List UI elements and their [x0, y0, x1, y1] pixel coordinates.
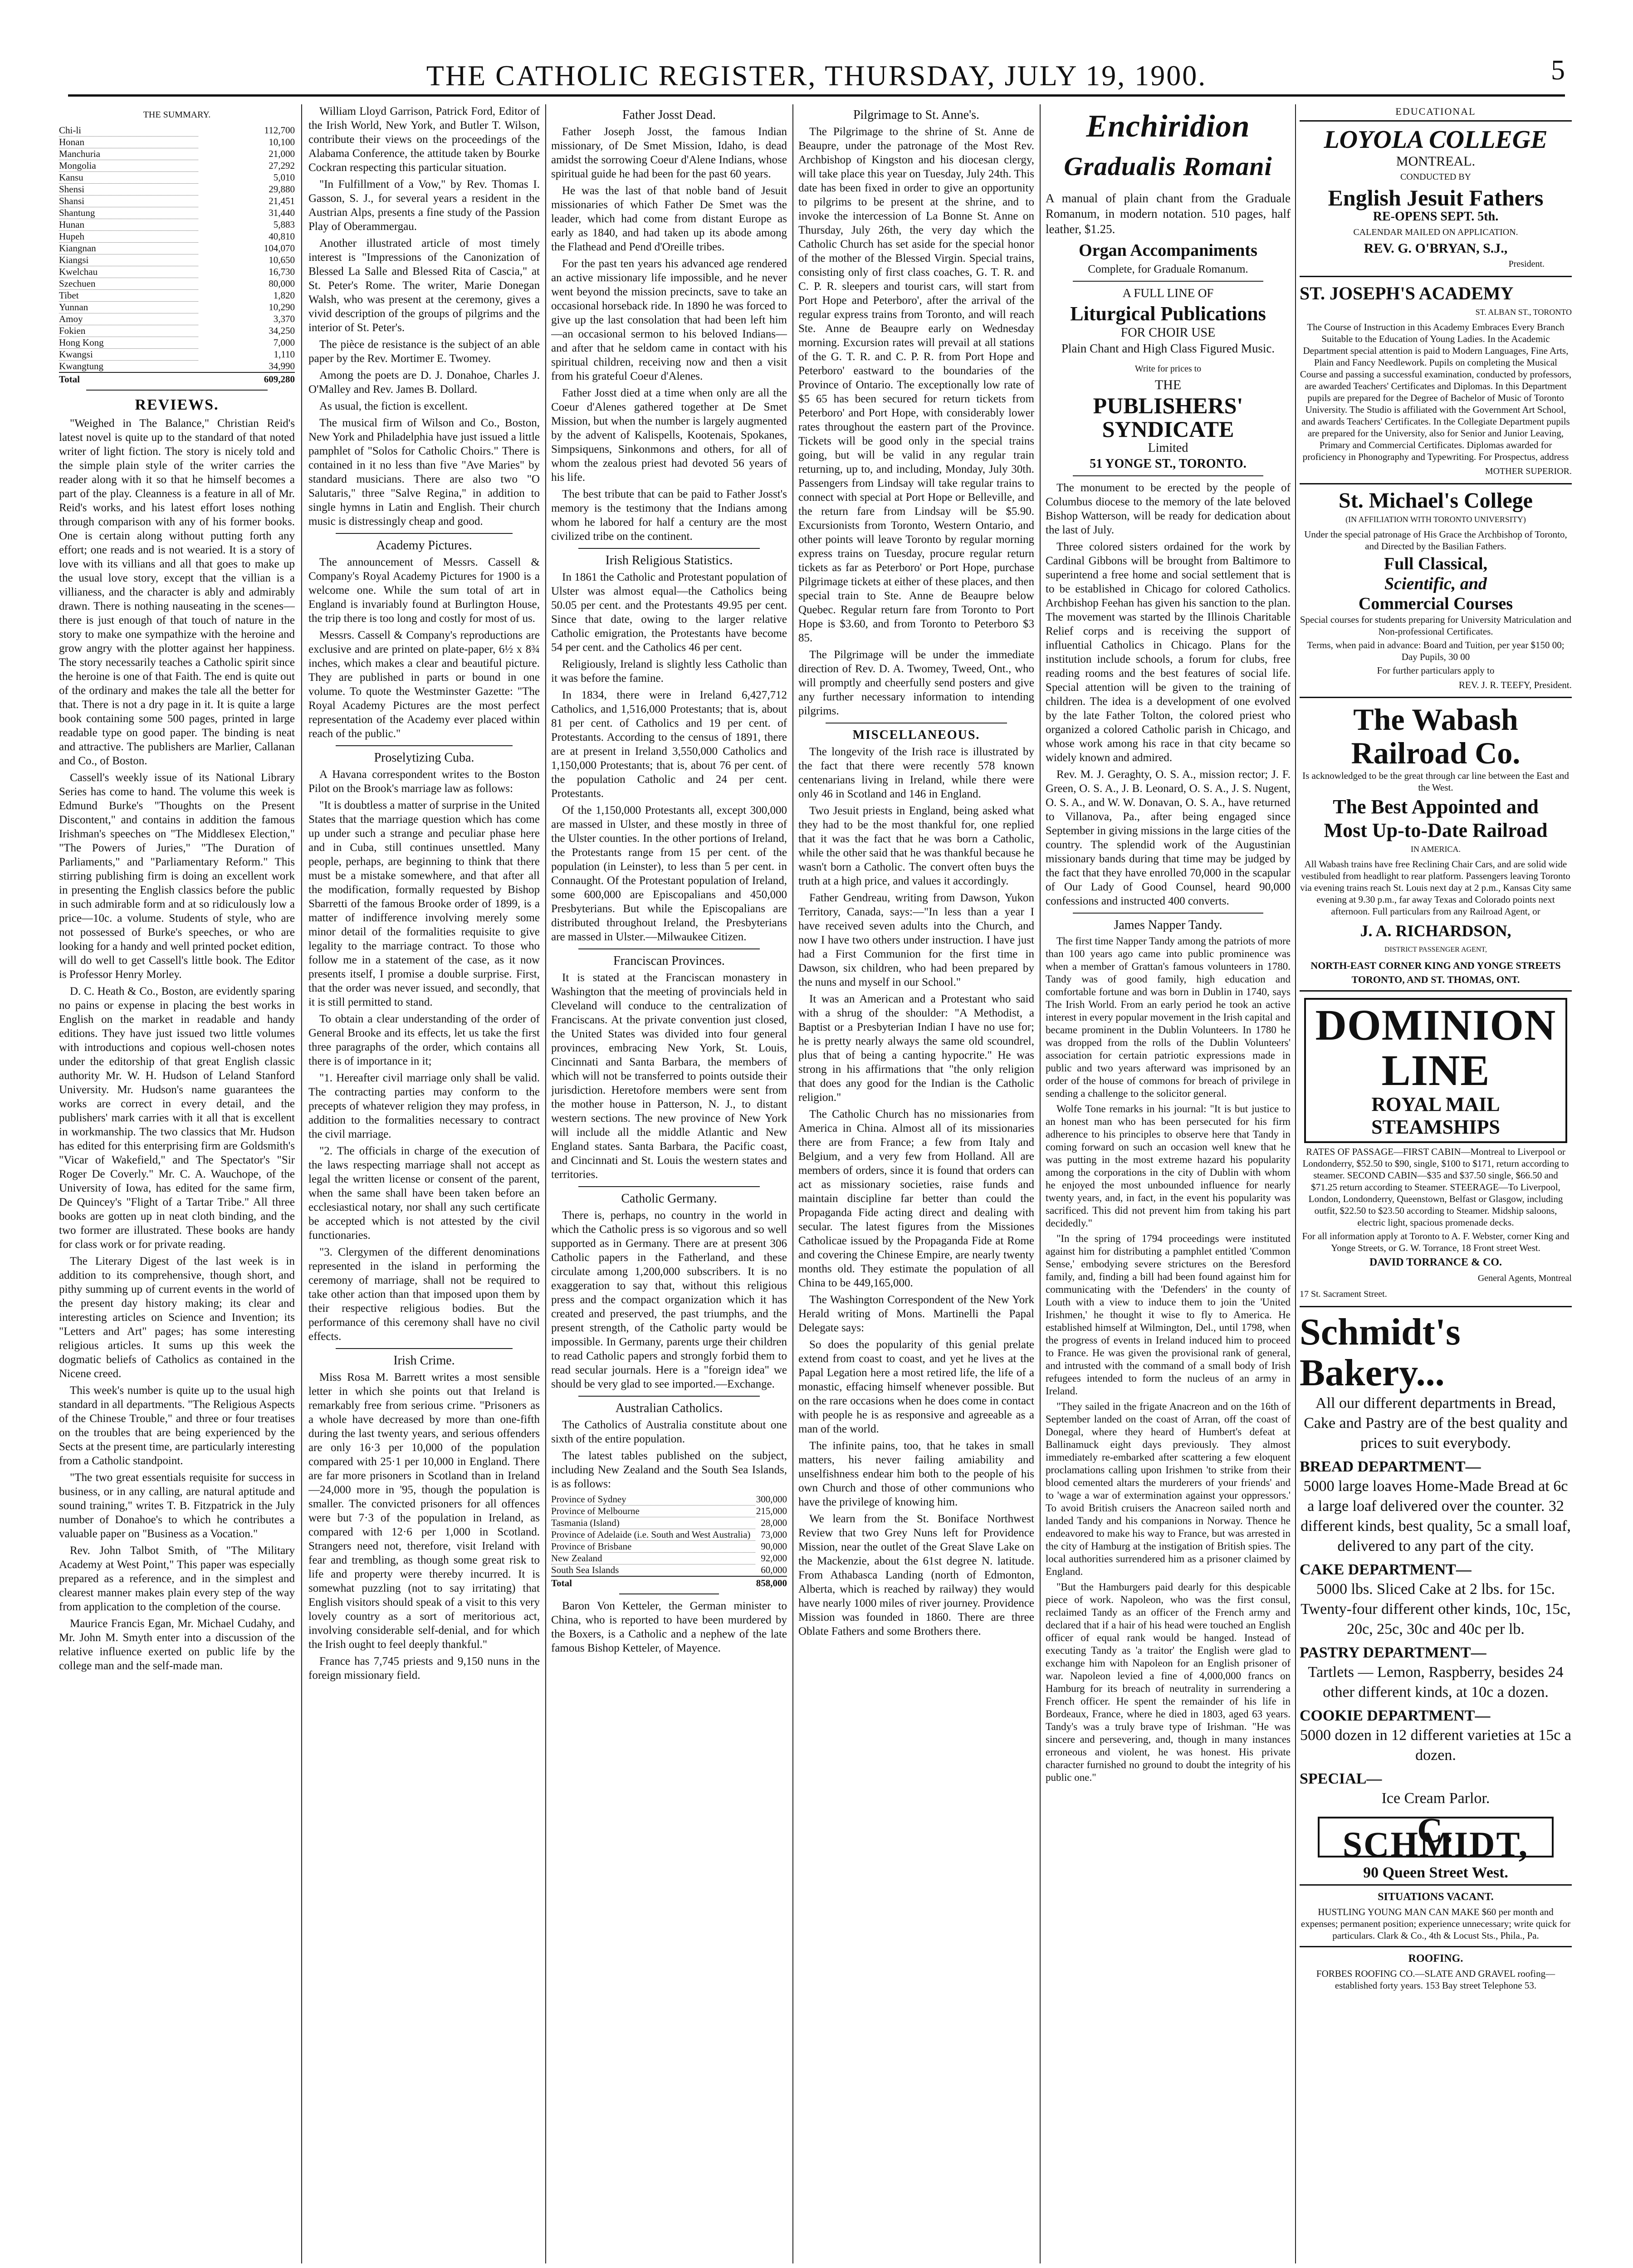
article-paragraph: He was the last of that noble band of Jesuit missionaries of which Father De Smet was the leader, which had come from distant Europe as early as 1840, and had taken up its abode among the Flathead and Pend d'Oreille tribes. — [551, 185, 787, 253]
column-5 — [1046, 104, 1291, 2268]
limited-label: Limited — [1148, 441, 1188, 455]
summary-row — [59, 325, 295, 337]
district-agent: DISTRICT PASSENGER AGENT, — [1384, 946, 1487, 953]
summary-row-value: 10,290 — [269, 302, 295, 313]
bread-body: 5000 large loaves Home-Made Bread at 6c a large loaf delivered over the counter. 32 different kinds, best quality, 5c a small loaf, delivered to any part of the city. — [1301, 1478, 1571, 1554]
roofing-ad — [1300, 1946, 1572, 1991]
bakery-body: All our different departments in Bread, Cake and Pastry are of the best quality and prices to suit everybody. — [1304, 1395, 1568, 1452]
full-classical: Full Classical, — [1384, 554, 1488, 573]
article-paragraph: The Pilgrimage to the shrine of St. Anne de Beaupre, under the patronage of the Most Rev. Archbishop of Kingston and his diocesan clergy, will take place this year on Tuesday, July 24th. This date has been fixed in order to give an opportunity to pilgrims to be present at the shrine, and to invoke the intercession of La Bonne St. Anne on Thursday, July 26th, the very day which the Catholic Church has set aside for the special honor of the mother of the Blessed Virgin. Special trains, consisting only of first class coaches, G. T. R. and C. P. R. sleepers and tourist cars, will start from Port Hope and Peterboro', after the arrival of the regular express trains from Toronto, and will reach Ste. Anne de Beaupre early on Wednesday morning. Excursion rates will prevail at all stations of the G. T. R. and C. P. R. from Port Hope and Peterboro' eastward to the boundaries of the Province of Ontario. The exceptionally low rate of $5 65 has been secured for return tickets from Peterboro' and Port Hope, with considerably lower rates throughout the eastern part of the Province. Tickets will be good only in the special trains going, but will be valid in any regular train returning, up to, and including, Monday, July 30th. Passengers from Lindsay will take regular trains to connect with special at Port Hope or Belleville, and the return fare from Lindsay will be $5.90. Excursionists from Toronto, Western Ontario, and other points will leave Toronto by regular morning express trains on Tuesday, procure regular return tickets as far as Peterboro' or Port Hope, purchase Pilgrimage tickets at either of these places, and then special train to Ste. Anne de Beaupre below Quebec. Regular return fare from Toronto to Port Hope is $3.60, and from Toronto to Peterboro $3 85. — [798, 126, 1034, 644]
summary-row-value: 112,700 — [264, 125, 295, 136]
obryan-title: President. — [1508, 259, 1545, 269]
summary-row-label: Kwelchau — [59, 266, 198, 278]
franciscan-heading: Franciscan Provinces. — [613, 954, 725, 968]
pilgrimage-heading: Pilgrimage to St. Anne's. — [853, 108, 980, 122]
article-paragraph: Of the 1,150,000 Protestants all, except 300,000 are massed in Ulster, and these mostly in three of the Ulster counties. In the other portions of Ireland, the Protestants range from 15 per cent. of the population (in Leinster), to less than 5 per cent. in Connaught. Of the Protestant population of Ireland, some 600,000 are Episcopalians and 450,000 Presbyterians. But while the Episcopalians are distributed throughout Ireland, the Presbyterians are massed in Ulster.—Milwaukee Citizen. — [551, 804, 787, 943]
stjoseph-contact: MOTHER SUPERIOR. — [1485, 466, 1572, 476]
stjoseph-address: ST. ALBAN ST., TORONTO — [1475, 308, 1572, 317]
reviews-continued — [308, 104, 540, 528]
loyola-ad — [1300, 104, 1572, 271]
summary-row-value: 27,292 — [269, 160, 295, 171]
summary-row-label: Kiangsi — [59, 254, 198, 266]
divider — [619, 1593, 719, 1594]
stmichael-affiliation: (IN AFFILIATION WITH TORONTO UNIVERSITY) — [1345, 515, 1526, 524]
summary-row-label: Yunnan — [59, 302, 198, 313]
royal-mail: ROYAL MAIL — [1371, 1093, 1500, 1115]
article-paragraph: A Havana correspondent writes to the Boston Pilot on the Brook's marriage law as follows: — [308, 768, 540, 795]
newspaper-title: THE CATHOLIC REGISTER, THURSDAY, JULY 19, 1900. — [426, 59, 1207, 92]
conducted-by: CONDUCTED BY — [1400, 172, 1472, 182]
summary-row-label: Shensi — [59, 184, 198, 196]
summary-row-label: Chi-li — [59, 125, 198, 137]
summary-total-value: 609,280 — [198, 372, 295, 385]
misc-article — [798, 745, 1034, 1638]
enchiridion-title: Enchiridion — [1086, 109, 1250, 144]
dominion-title: DOMINION LINE — [1315, 1001, 1556, 1095]
enchiridion-ad — [1046, 109, 1291, 471]
divider — [1300, 120, 1572, 122]
australia-row-label: Province of Adelaide (i.e. South and West Australia) — [551, 1529, 755, 1541]
richardson-name: J. A. RICHARDSON, — [1360, 922, 1511, 940]
article-paragraph: So does the popularity of this genial prelate extend from coast to coast, and yet he lives at the Papal Legation here a most retired life, the life of a monastic, effacing himself whenever possible. But on the rare occasions when he does come in contact with people he is as responsive and agreeable as a man of the world. — [798, 1339, 1034, 1435]
obryan-name: REV. G. O'BRYAN, S.J., — [1364, 241, 1508, 256]
the-label: THE — [1154, 377, 1182, 392]
commercial-courses: Commercial Courses — [1358, 594, 1513, 613]
germany-article — [551, 1208, 787, 1391]
roofing-body: FORBES ROOFING CO.—SLATE AND GRAVEL roofing—established forty years. 153 Bay street Telephone 53. — [1316, 1968, 1555, 1991]
article-paragraph: Two Jesuit priests in England, being asked what they had to be the most thankful for, one replied that it was the fact that he was born a Catholic, while the other said that he was thankful because he wasn't born a Catholic. The convert often buys the truth at a high price, and values it accordingly. — [798, 805, 1034, 887]
divider — [336, 745, 513, 746]
australia-total-value: 858,000 — [755, 1576, 787, 1589]
australia-row-value: 28,000 — [761, 1517, 787, 1528]
roofing-heading: ROOFING. — [1408, 1953, 1463, 1965]
summary-row-value: 80,000 — [269, 278, 295, 289]
page-number: 5 — [1551, 55, 1565, 86]
summary-row-label: Mongolia — [59, 160, 198, 172]
torrance-name: DAVID TORRANCE & CO. — [1369, 1256, 1502, 1268]
summary-row — [59, 160, 295, 172]
in-america: IN AMERICA. — [1410, 845, 1461, 854]
article-paragraph: The monument to be erected by the people of Columbus diocese to the memory of the late beloved Bishop Watterson, will be ready for dedication about the last of July. — [1046, 482, 1291, 536]
dominion-logo — [1304, 998, 1567, 1143]
article-paragraph: Religiously, Ireland is slightly less Catholic than it was before the famine. — [551, 658, 787, 684]
summary-row — [59, 302, 295, 313]
column-divider — [1295, 104, 1296, 2263]
summary-row-label: Hunan — [59, 219, 198, 231]
australia-total-label: Total — [551, 1576, 755, 1589]
summary-row — [59, 125, 295, 137]
wabash-body: All Wabash trains have free Reclining Chair Cars, and are solid wide vestibuled from headlight to rear platform. Passengers leaving Toronto via evening trains reach St. Louis next day at 2 p.m., Kansas City same evening at 9.30 p.m., far away Texas and Colorado points next afternoon. Full particulars from any Railroad Agent, or — [1300, 859, 1571, 917]
reopens-date: RE-OPENS SEPT. 5th. — [1373, 210, 1499, 224]
australia-total-row — [551, 1576, 787, 1589]
full-line: A FULL LINE OF — [1122, 286, 1214, 300]
summary-row — [59, 219, 295, 231]
australia-row — [551, 1564, 787, 1577]
pastry-body: Tartlets — Lemon, Raspberry, besides 24 other different kinds, at 10c a dozen. — [1308, 1664, 1564, 1701]
summary-row-value: 31,440 — [269, 207, 295, 218]
review-paragraph: This week's number is quite up to the usual high standard in all departments. "The Religious Aspects of the Chinese Trouble," and three or four treatises on the troubles that are being experienced by the Sects at the present time, are particularly interesting from a Catholic standpoint. — [59, 1384, 295, 1467]
article-paragraph: The Catholic Church has no missionaries from America in China. Almost all of its missionaries there are from France; a few from Italy and Belgium, and a very few from Holland. All are members of orders, since it is found that orders can act as missionary societies, raise funds and maintain discipline far better than could the Propaganda Fide acting direct and dealing with secular. The latest figures from the Missiones Catholicae issued by the Propaganda Fide at Rome and covering the Chinese Empire, are nearly twenty months old. They estimate the population of all China to be 449,165,000. — [798, 1108, 1034, 1289]
summary-row-value: 34,990 — [269, 360, 295, 371]
summary-row-label: Fokien — [59, 325, 198, 337]
stmichael-ad — [1300, 483, 1572, 692]
bakery-title: Bakery... — [1300, 1352, 1445, 1394]
australia-row-label: Province of Brisbane — [551, 1541, 755, 1553]
teefy: REV. J. R. TEEFY, President. — [1458, 679, 1572, 690]
reviews-heading: REVIEWS. — [135, 396, 219, 413]
article-paragraph: Father Josst died at a time when only are all the Coeur d'Alenes gathered together at De Smet Mission, but when the number is largely augmented by the advent of Kalispells, Kootenais, Spokanes, Simpsiquens, Sinkonmons and others, for all of whom the zealous priest had devoted 56 years of his life. — [551, 387, 787, 484]
dominion-info: For all information apply at Toronto to A. F. Webster, corner King and Yonge Streets, or G. W. Torrance, 18 Front street West. — [1302, 1231, 1569, 1253]
divider — [86, 390, 268, 391]
summary-row-value: 16,730 — [269, 266, 295, 277]
summary-row-label: Tibet — [59, 290, 198, 302]
article-paragraph: Rev. M. J. Geraghty, O. S. A., mission rector; J. F. Green, O. S. A., J. B. Leonard, O. S. A., J. S. Nugent, O. S. A., and W. W. Donavan, O. S. A., have returned to Villanova, Pa., after being engaged since September in giving missions in the large cities of the country. The splendid work of the Augustinian missionary bands during that time may be judged by the fact that they have enrolled 70,000 in the scapular of Our Lady of Good Counsel, heard 90,000 confessions and instructed 400 converts. — [1046, 768, 1291, 907]
review-paragraph: D. C. Heath & Co., Boston, are evidently sparing no pains or expense in placing the best works in English on the market in readable and handy editions. They have just issued two little volumes with introductions and copious well-chosen notes under the editorship of that great English classic authority Mr. W. H. Hudson of Leland Stanford University. Mr. Hudson's name guarantees the works are correct in every detail, and the publishers' mark carries with it all that is excellent in workmanship. The two classics that Mr. Hudson has edited for this enterprising firm are Goldsmith's "Vicar of Wakefield," and The Spectator's "Sir Roger De Coverly." Mr. C. A. Wauchope, of the University of Iowa, has edited for the same firm, De Quincey's "Flight of a Tartar Tribe." All three books are gotten up in neat cloth binding, and the two former are illustrated. These books are handy for class work or for private reading. — [59, 985, 295, 1251]
situations-body: HUSTLING YOUNG MAN CAN MAKE $60 per month and expenses; permanent position; experience unnecessary; write quick for particulars. Clark & Co., 4th & Locust Sts., Phila., Pa. — [1301, 1906, 1571, 1941]
schmidt-address: 90 Queen Street West. — [1363, 1864, 1508, 1881]
summary-row — [59, 278, 295, 290]
summary-row-label: Honan — [59, 137, 198, 148]
summary-row — [59, 196, 295, 207]
stats-heading: Irish Religious Statistics. — [605, 553, 733, 567]
ketteler-note: Baron Von Ketteler, the German minister to China, who is reported to have been murdered by the Boxers, is a Catholic and a nephew of the late famous Bishop Ketteler, of Mayence. — [551, 1600, 787, 1654]
australia-row — [551, 1553, 787, 1564]
summary-row — [59, 361, 295, 373]
summary-row-value: 10,650 — [269, 254, 295, 265]
steamships: STEAMSHIPS — [1371, 1116, 1500, 1138]
cuba-heading: Proselytizing Cuba. — [374, 751, 474, 765]
academy-heading: Academy Pictures. — [376, 538, 472, 552]
australia-row-value: 92,000 — [761, 1553, 787, 1564]
australia-row — [551, 1517, 787, 1529]
summary-row-value: 21,000 — [269, 148, 295, 159]
masthead — [68, 54, 1565, 98]
wabash-title-2: Railroad Co. — [1351, 736, 1521, 770]
syndicate-name: PUBLISHERS' SYNDICATE — [1093, 393, 1243, 442]
crime-article — [308, 1370, 540, 1682]
calendar-note: CALENDAR MAILED ON APPLICATION. — [1353, 227, 1518, 237]
stjoseph-body: The Course of Instruction in this Academy Embraces Every Branch Suitable to the Education of Young Ladies. In the Academic Department special attention is paid to Modern Languages, Fine Arts, Plain and Fancy Needlework. Pupils on completing the Musical Course and passing a successful examination, conducted by professors, are awarded Teachers' Certificates and Diplomas. In this Department pupils are prepared for the Degree of Bachelor of Music of Toronto University. The Studio is affiliated with the Government Art School, and awards Teachers' Certificates. In the Collegiate Department pupils are prepared for the University, also for Senior and Junior Leaving, Primary and Commercial Certificates. Diplomas awarded for proficiency in Phonography and Typewriting. For Prospectus, address — [1300, 322, 1572, 462]
enchiridion-desc: A manual of plain chant from the Graduale Romanum, in modern notation. 510 pages, half leather, $1.25. — [1046, 191, 1291, 236]
schmidts-title: Schmidt's — [1300, 1311, 1461, 1353]
divider — [578, 1396, 760, 1397]
news-items — [1046, 481, 1291, 908]
cuba-article — [308, 767, 540, 1344]
column-divider — [792, 104, 793, 2263]
article-paragraph: Messrs. Cassell & Company's reproductions are exclusive and are printed on plate-paper, 6½ x 8¾ inches, which makes a clear and beautiful picture. They are published in parts or bound in one volume. To quote the Westminster Gazette: "The Royal Academy Pictures are the most perfect representation of the Academy ever placed within reach of the public." — [308, 629, 540, 740]
summary-row-label: Amoy — [59, 313, 198, 325]
best-appointed: The Best Appointed and — [1333, 796, 1539, 818]
divider — [336, 1348, 513, 1349]
australia-row-label: Province of Melbourne — [551, 1505, 755, 1517]
summary-row-label: Hupeh — [59, 231, 198, 243]
divider — [578, 948, 760, 949]
stjoseph-title: ST. JOSEPH'S ACADEMY — [1300, 283, 1514, 303]
cake-heading: CAKE DEPARTMENT— — [1300, 1561, 1472, 1578]
column-6 — [1300, 104, 1572, 2268]
review-paragraph: The pièce de resistance is the subject of an able paper by the Rev. Mortimer E. Twomey. — [308, 338, 540, 365]
summary-row-value: 29,880 — [269, 184, 295, 195]
syndicate-address: 51 YONGE ST., TORONTO. — [1090, 457, 1247, 471]
cookie-heading: COOKIE DEPARTMENT— — [1300, 1707, 1491, 1724]
summary-row — [59, 184, 295, 196]
review-paragraph: As usual, the fiction is excellent. — [319, 400, 468, 412]
particulars: For further particulars apply to — [1377, 665, 1495, 676]
review-paragraph: "The two great essentials requisite for success in business, or in any calling, are natural aptitude and sound training," writes T. B. Fitzpatrick in the July number of Donahoe's to which he contributes a valuable paper on "Business as a Vocation." — [59, 1471, 295, 1540]
article-paragraph: "2. The officials in charge of the execution of the laws respecting marriage shall not accept as legal the written license or consent of the parent, when the same shall have been taken before an ecclesiastical notary, nor shall any such certificate be accepted which is not attested by the civil functionaries. — [308, 1145, 540, 1242]
special-body: Ice Cream Parlor. — [1381, 1790, 1490, 1807]
review-paragraph: The Literary Digest of the last week is in addition to its comprehensive, though short, and pithy summing up of current events in the world of the present day history making; its clear and interesting articles on Science and Invention; its "Letters and Art" pages; has some interesting religious articles. It sums up this week the dogmatic beliefs of Catholics as contained in the Nicene creed. — [59, 1255, 295, 1380]
wabash-title: The Wabash — [1353, 702, 1518, 737]
article-paragraph: Father Gendreau, writing from Dawson, Yukon Territory, Canada, says:—"In less than a year I have received seven adults into the Church, and now I have two others under instruction. I have just had a First Communion for the first time in Dawson, six children, who had been prepared by the nuns and myself in our School." — [798, 892, 1034, 988]
tandy-heading: James Napper Tandy. — [1114, 918, 1222, 932]
review-paragraph: Cassell's weekly issue of its National Library Series has come to hand. The volume this week is Edmund Burke's "Thoughts on the Present Discontent," and contains in addition the famous Irishman's speeches on "The Middlesex Election," "The Powers of Juries," "The Duration of Parliaments," and "Parliamentary Reform." This stirring publishing firm is doing an excellent work in presenting the English classics before the public in such admirable form and at so ridiculously low a price—10c. a volume. Students of style, who are not possessed of Burke's speeches, or who are looking for a handy and well printed pocket edition, will do well to get Cassell's little book. The Editor is Professor Henry Morley. — [59, 772, 295, 981]
most-up-to-date: Most Up-to-Date Railroad — [1324, 819, 1548, 841]
josst-heading: Father Josst Dead. — [622, 108, 716, 122]
australia-row-label: Province of Sydney — [551, 1494, 755, 1505]
article-paragraph: Wolfe Tone remarks in his journal: "It is but justice to an honest man who has been persecuted for his firm adherence to his principles to observe here that Tandy in coming forward on such an occasion well knew that he was putting in the most extreme hazard his popularity among the corporations in the city of Dublin with whom he enjoyed the most unbounded influence for nearly twenty years, and, in fact, in the event his popularity was sacrificed. This did not prevent him from taking his part decidedly." — [1046, 1103, 1291, 1229]
pastry-heading: PASTRY DEPARTMENT— — [1300, 1644, 1486, 1661]
divider — [578, 548, 760, 549]
article-paragraph: "But the Hamburgers paid dearly for this despicable piece of work. Napoleon, who was the first consul, reclaimed Tandy as an officer of the French army and declared that if a hair of his head were touched an English officer of equal rank would be hanged. Instead of executing Tandy as 'a traitor' the English were glad to exchange him with Napoleon for an English prisoner of war. Napoleon levied a fine of 4,000,000 francs on Hamburg for its breach of neutrality in surrendering a French officer. He spent the remainder of his life in Bordeaux, France, where he died in 1803, aged 63 years. Tandy's was a truly brave type of Irishman. "He was sincere and persevering, and, though in many instances erroneous and violent, he was honest. His private character furnished no ground to doubt the integrity of his public one." — [1046, 1581, 1291, 1783]
franciscan-article — [551, 971, 787, 1182]
loyola-title: LOYOLA COLLEGE — [1324, 126, 1548, 154]
stjoseph-ad — [1300, 276, 1572, 479]
article-paragraph: It was an American and a Protestant who said with a shrug of the shoulder: "A Methodist, a Baptist or a Presbyterian Indian I have no use for; he is pretty nearly always the same old scoundrel, plus that of being a canting hypocrite." He was strong in his affirmations that "the only religion that does any good for the Indian is the Catholic religion." — [798, 993, 1034, 1104]
australia-row — [551, 1494, 787, 1505]
australia-heading: Australian Catholics. — [615, 1401, 723, 1415]
article-paragraph: Father Joseph Josst, the famous Indian missionary, of De Smet Mission, Idaho, is dead amidst the sorrowing Coeur d'Alene Indians, whose spiritual guide he had been for the past 60 years. — [551, 126, 787, 180]
article-paragraph: The Catholics of Australia constitute about one sixth of the entire population. — [551, 1419, 787, 1445]
liturgical-heading: Liturgical Publications — [1070, 303, 1266, 325]
general-agents: General Agents, Montreal — [1477, 1273, 1572, 1283]
summary-row-label: Hong Kong — [59, 337, 198, 349]
gradualis-title: Gradualis Romani — [1064, 152, 1272, 181]
summary-row-label: Kansu — [59, 172, 198, 184]
article-paragraph: "1. Hereafter civil marriage only shall be valid. The contracting parties may conform to the precepts of whatever religion they may profess, in addition to the formalities necessary to contract the civil marriage. — [308, 1072, 540, 1140]
article-paragraph: The announcement of Messrs. Cassell & Company's Royal Academy Pictures for 1900 is a welcome one. While the sum total of art in England is invariably found at Burlington House, the trip there is too long and costly for most of us. — [308, 556, 540, 625]
summary-row — [59, 313, 295, 325]
schmidt-ad — [1300, 1306, 1572, 1880]
article-paragraph: Three colored sisters ordained for the work by Cardinal Gibbons will be brought from Baltimore to superintend a free home and social settlement that is to be established in Chicago for colored Catholics. Archbishop Feehan has given his sanction to the plan. The movement was started by the Illinois Charitable Relief corps and is receiving the support of influential Catholics in Chicago. Plans for the institution include schools, a forum for clubs, free reading rooms and the best features of social life. Special attention will be given to the training of children. The idea is a development of one evolved by the late Father Tolton, the colored priest who organized a colored Catholic parish in Chicago, and whose work among his race in that city became so widely known and admired. — [1046, 541, 1291, 764]
article-paragraph: In 1834, there were in Ireland 6,427,712 Catholics, and 1,516,000 Protestants; that is, about 81 per cent. of Catholics and 19 per cent. of Protestants. According to the census of 1891, there are at present in Ireland 3,550,000 Catholics and 1,150,000 Protestants; that is, about 76 per cent. of the population Catholic and 24 per cent. Protestants. — [551, 689, 787, 800]
australia-article — [551, 1418, 787, 1491]
tandy-article — [1046, 935, 1291, 1784]
summary-row-value: 10,100 — [269, 137, 295, 147]
wabash-ad — [1300, 697, 1572, 987]
summary-row — [59, 172, 295, 184]
summary-row — [59, 137, 295, 148]
summary-row-value: 34,250 — [269, 325, 295, 336]
for-choir: FOR CHOIR USE — [1120, 326, 1216, 340]
wabash-sub: Is acknowledged to be the great through car line between the East and the West. — [1302, 770, 1569, 793]
summary-row — [59, 207, 295, 219]
australia-row-label: New Zealand — [551, 1553, 755, 1564]
summary-row-label: Kiangnan — [59, 243, 198, 254]
summary-row-value: 1,110 — [274, 349, 295, 360]
summary-row-label: Kwangtung — [59, 361, 198, 373]
divider — [336, 533, 513, 534]
australia-row-value: 73,000 — [761, 1529, 787, 1540]
stmichael-title: St. Michael's College — [1339, 489, 1533, 513]
review-paragraph: Another illustrated article of most timely interest is "Impressions of the Canonization of Blessed La Salle and Blessed Rita of Cascia," at St. Peter's Rome. The writer, Marie Donegan Walsh, who was present at the ceremony, gives a vivid description of the groups of pilgrims and the interior of St. Peter's. — [308, 237, 540, 334]
dominion-ad — [1300, 990, 1572, 1301]
article-paragraph: We learn from the St. Boniface Northwest Review that two Grey Nuns left for Providence Mission, near the outlet of the Great Slave Lake on the Mackenzie, about the 61st degree N. latitude. From Athabasca Landing (north of Edmonton, Alberta, which is reached by railway) they would have nearly 1000 miles of river journey. Providence Mission was founded in 1860. There are three Oblate Fathers and some Brothers there. — [798, 1513, 1034, 1637]
column-divider — [545, 104, 546, 2263]
australia-table — [551, 1494, 787, 1589]
article-paragraph: In 1861 the Catholic and Protestant population of Ulster was almost equal—the Catholics being 50.05 per cent. and the Protestants 49.95 per cent. Since that date, owing to the larger relative Catholic emigration, the Protestants have become 54 per cent. and the Catholics 46 per cent. — [551, 571, 787, 654]
australia-row — [551, 1541, 787, 1553]
reviews-body — [59, 416, 295, 1673]
summary-row-value: 21,451 — [269, 196, 295, 206]
special-heading: SPECIAL— — [1300, 1770, 1382, 1787]
stmichael-patronage: Under the special patronage of His Grace the Archbishop of Toronto, and Directed by the Basilian Fathers. — [1304, 529, 1567, 552]
column-divider — [1040, 104, 1041, 2263]
article-paragraph: The Washington Correspondent of the New York Herald writing of Mons. Martinelli the Papal Delegate says: — [798, 1294, 1034, 1334]
article-paragraph: There is, perhaps, no country in the world in which the Catholic press is so vigorous and so well supported as in Germany. There are at present 306 Catholic papers in the Fatherland, and these circulate among 1,200,000 subscribers. It is no exaggeration to say that, without this religious press and the compact organization which it has created and preserved, the past triumphs, and the present strength, of the Catholic party would be impossible. In Germany, parents urge their children to read Catholic papers and strongly forbid them to read secular journals. Here is a "foreign idea" we should be very glad to see imported.—Exchange. — [551, 1209, 787, 1390]
review-paragraph: The musical firm of Wilson and Co., Boston, New York and Philadelphia have just issued a little pamphlet of "Solos for Catholic Choirs." There is contained in it no less than five "Ave Maries" by standard musicians. There are also two "O Salutaris," three "Salve Regina," in addition to single hymns in Latin and English. Their church music is distressingly cheap and good. — [308, 417, 540, 528]
educational-label: EDUCATIONAL — [1395, 106, 1476, 117]
summary-row-value: 40,810 — [269, 231, 295, 242]
academy-article — [308, 555, 540, 741]
stats-article — [551, 570, 787, 944]
divider — [1073, 913, 1263, 914]
loyola-city: MONTREAL. — [1396, 154, 1476, 169]
bread-heading: BREAD DEPARTMENT— — [1300, 1458, 1481, 1475]
summary-row-value: 1,820 — [273, 290, 295, 301]
australia-row-value: 215,000 — [756, 1505, 787, 1516]
summary-row-value: 7,000 — [273, 337, 295, 348]
summary-row-value: 5,010 — [273, 172, 295, 183]
column-1 — [59, 104, 295, 2268]
germany-heading: Catholic Germany. — [621, 1192, 717, 1206]
pilgrimage-article — [798, 125, 1034, 718]
wabash-address: NORTH-EAST CORNER KING AND YONGE STREETS TORONTO, AND ST. THOMAS, ONT. — [1310, 960, 1561, 985]
schmidt-logo: C. SCHMIDT, — [1318, 1817, 1554, 1857]
summary-row — [59, 254, 295, 266]
summary-row — [59, 349, 295, 361]
australia-row-value: 60,000 — [761, 1564, 787, 1575]
summary-row-value: 3,370 — [273, 313, 295, 324]
article-paragraph: For the past ten years his advanced age rendered an active missionary life impossible, and he never went beyond the mission precincts, save to take an occasional horseback ride. In 1890 he was forced to give up the last consolation that had been left him—an occasional sermon to his beloved Indians—and after that he seldom came in contact with his spiritual children, receiving now and then a visit from his grateful Coeur d'Alenes. — [551, 258, 787, 382]
special-courses: Special courses for students preparing for University Matriculation and Non-professional Certificates. — [1300, 614, 1572, 637]
article-paragraph: The Pilgrimage will be under the immediate direction of Rev. D. A. Twomey, Tweed, Ont., who will promptly and cheerfully send posters and give any further necessary information to intending pilgrims. — [798, 649, 1034, 717]
organ-desc: Complete, for Graduale Romanum. — [1088, 263, 1248, 275]
summary-row — [59, 243, 295, 254]
article-paragraph: Miss Rosa M. Barrett writes a most sensible letter in which she points out that Ireland is remarkably free from serious crime. "Prisoners as a whole have decreased by more than one-fifth during the last twenty years, and serious offenders are only 16·3 per 10,000 of the population compared with 25·1 per 10,000 in England. There are far more prisoners in Scotland than in Ireland—24,000 more in '95, though the population is smaller. The convicted prisoners for all offences were but 7·3 of the population in Ireland, as compared with 12·6 per 1,000 in Scotland. Strangers need not, therefore, visit Ireland with fear and trembling, as though some great risk to life and property were thereby incurred. It is somewhat puzzling (not to say irritating) that English visitors should speak of a visit to this very lovely country as a sort of meritorious act, involving considerable self-denial, and for which the Irish ought to feel deeply thankful." — [308, 1371, 540, 1651]
summary-row-label: Manchuria — [59, 148, 198, 160]
australia-row — [551, 1505, 787, 1517]
summary-heading: THE SUMMARY. — [143, 110, 211, 120]
summary-row-label: Kwangsi — [59, 349, 198, 361]
column-3 — [551, 104, 787, 2268]
summary-row-label: Szechuen — [59, 278, 198, 290]
article-paragraph: It is stated at the Franciscan monastery in Washington that the meeting of provincials held in Cleveland will conduce to the centralization of Franciscans. At the private convention just closed, the United States was divided into four general provinces, embracing New York, St. Louis, Cincinnati and Santa Barbara, the members of which will not be transferred to points outside their jurisdiction. Heretofore members were sent from the mother house in Patterson, N. J., to distant western sections. The new province of New York will include all the middle Atlantic and New England states. Santa Barbara, the Pacific coast, and Cincinnati and St. Louis the western states and territories. — [551, 972, 787, 1181]
article-paragraph: The infinite pains, too, that he takes in small matters, his never failing amiability and unselfishness endear him both to the people of his own Church and those of other communions who have the privilege of knowing him. — [798, 1440, 1034, 1508]
column-4 — [798, 104, 1034, 2268]
australia-row-value: 300,000 — [756, 1494, 787, 1505]
summary-row — [59, 337, 295, 349]
summary-row-label: Shansi — [59, 196, 198, 207]
cookie-body: 5000 dozen in 12 different varieties at 15c a dozen. — [1300, 1727, 1571, 1764]
review-paragraph: "In Fulfillment of a Vow," by Rev. Thomas I. Gasson, S. J., for several years a resident in the Austrian Alps, presents a fine study of the Passion Play of Oberammergau. — [308, 178, 540, 233]
article-paragraph: "It is doubtless a matter of surprise in the United States that the marriage question which has come up under such a strange and peculiar phase here and in Cuba, still continues unsettled. Many people, perhaps, are beginning to think that there must be a mistake somewhere, and that after all the modification, formally requested by Bishop Sbarretti of the famous Brooke order of 1899, is a matter of indifference involving merely some minor detail of the formalities requisite to give legality to the marriage contract. To those who follow me in a statement of the case, as it now presents itself, I promise a double surprise. First, that the order was never issued, and secondly, that it is still permitted to stand. — [308, 799, 540, 1008]
review-paragraph: Among the poets are D. J. Donahoe, Charles J. O'Malley and Rev. James B. Dollard. — [308, 369, 540, 396]
summary-row-label: Shantung — [59, 207, 198, 219]
summary-total-label: Total — [59, 372, 198, 385]
summary-row-value: 5,883 — [273, 219, 295, 230]
article-paragraph: The best tribute that can be paid to Father Josst's memory is the testimony that the Indians among whom he labored for half a century are the most civilized tribe on the continent. — [551, 488, 787, 543]
review-paragraph: Maurice Francis Egan, Mr. Michael Cudahy, and Mr. John M. Smyth enter into a discussion of the relative influence exerted on public life by the college man and the self-made man. — [59, 1618, 295, 1672]
australia-row-label: South Sea Islands — [551, 1564, 755, 1577]
summary-row-value: 104,070 — [264, 243, 295, 254]
jesuit-fathers: English Jesuit Fathers — [1328, 185, 1544, 210]
divider — [578, 1186, 760, 1187]
crime-heading: Irish Crime. — [393, 1354, 455, 1368]
divider — [1073, 475, 1263, 476]
article-paragraph: The latest tables published on the subject, including New Zealand and the South Sea Islands, is as follows: — [551, 1450, 787, 1490]
australia-row — [551, 1529, 787, 1541]
article-paragraph: "In the spring of 1794 proceedings were instituted against him for distributing a pamphlet entitled 'Common Sense,' embodying severe strictures on the Beresford family, and, finding a bill had been found against him for communicating with the 'Defenders' in the county of Louth with a view to induce them to join the 'United Irishmen,' he thought it wise to fly to America. He established himself at Wilmington, Del., until 1798, when the progress of events in Ireland induced him to proceed to France. He was given the provisional rank of general, and intrusted with the command of a small body of Irish refugees intended to form the nucleus of an army in Ireland. — [1046, 1233, 1291, 1397]
summary-row — [59, 290, 295, 302]
australia-row-label: Tasmania (Island) — [551, 1517, 755, 1529]
summary-total-row — [59, 372, 295, 385]
josst-article — [551, 125, 787, 543]
review-paragraph: "Weighed in The Balance," Christian Reid's latest novel is quite up to the standard of that noted writer of light fiction. The story is nicely told and the simple plain style of the writer carries the reader along with it so that he himself becomes a part of the play. Cleanness is a feature in all of Mr. Reid's works, and his latest effort loses nothing through comparison with any of his former books. One is certain along without putting forth any effort; one reads and is not wearied. It is a story of love with its villians and all that goes to make up the usual love story, except that the villian is a villianess, and the character is ably and admirably drawn. There is nothing nauseating in the scenes—there is just enough of that touch of nature in the story to make one sympathize with the heroine and grow angry with the plotter against her happiness. The story necessarily teaches a Catholic spirit since the heroine is one of that Faith. The end is quite out of the ordinary and makes the tale all the better for that. There is not a dry page in it. It is quite a large book containing some 500 pages, printed in large readable type on good paper. The binding is neat and attractive. The publishers are Marlier, Callanan and Co., of Boston. — [59, 417, 295, 767]
article-paragraph: "They sailed in the frigate Anacreon and on the 16th of September landed on the coast of Arran, off the coast of Donegal, where they heard of Humbert's defeat at Ballinamuck eight days previously. They almost immediately re-embarked after scattering a few eloquent proclamations calling upon Irishmen 'to strike from their blood cemented altars the murderers of your friends' and to 'wage a war of extermination against your oppressors.' To avoid British cruisers the Anacreon sailed north and landed Tandy and his companions in Norway. Thence he endeavored to make his way to France, but was arrested in the city of Hamburg at the instigation of British spies. The local authorities surrendered him as a prisoner claimed by England. — [1046, 1401, 1291, 1577]
divider — [1073, 281, 1263, 282]
sacrament-address: 17 St. Sacrament Street. — [1300, 1289, 1387, 1299]
situations-heading: SITUATIONS VACANT. — [1378, 1891, 1494, 1903]
column-2 — [308, 104, 540, 2268]
article-paragraph: To obtain a clear understanding of the order of General Brooke and its effects, let us take the first three paragraphs of the order, which contains all there is of importance in it; — [308, 1013, 540, 1067]
summary-row — [59, 148, 295, 160]
article-paragraph: "3. Clergymen of the different denominations represented in the island in performing the ceremony of marriage, shall not be required to take other action than that imposed upon them by their respective religious bodies. But the performance of this ceremony shall have no civil effects. — [308, 1246, 540, 1343]
scientific: Scientific, and — [1384, 574, 1487, 593]
organ-heading: Organ Accompaniments — [1079, 241, 1257, 260]
summary-table — [59, 125, 295, 385]
plain-chant: Plain Chant and High Class Figured Music. — [1061, 342, 1275, 355]
cake-body: 5000 lbs. Sliced Cake at 2 lbs. for 15c. Twenty-four different other kinds, 10c, 15c, 20c, 25c, 30c and 40c per lb. — [1301, 1581, 1571, 1637]
dominion-rates: RATES OF PASSAGE—FIRST CABIN—Montreal to Liverpool or Londonderry, $52.50 to $90, single, $100 to $171, return according to steamer. SECOND CABIN—$35 and $37.50 single, $66.50 and $71.25 return according to Steamer. STEERAGE—To Liverpool, London, Londonderry, Queenstown, Belfast or Glasgow, including outfit, $22.50 to $23.50 according to Steamer. Midship saloons, electric light, spacious promenade decks. — [1302, 1146, 1569, 1228]
misc-heading: MISCELLANEOUS. — [852, 728, 980, 742]
terms: Terms, when paid in advance: Board and Tuition, per year $150 00; Day Pupils, 30 00 — [1307, 640, 1565, 662]
article-paragraph: France has 7,745 priests and 9,150 nuns in the foreign missionary field. — [308, 1655, 540, 1681]
australia-row-value: 90,000 — [761, 1541, 787, 1552]
review-paragraph: William Lloyd Garrison, Patrick Ford, Editor of the Irish World, New York, and Butler T. Wilson, contribute their views on the proceedings of the Alabama Conference, the attitude taken by Bourke Cockran respecting this particular situation. — [308, 105, 540, 174]
review-paragraph: Rev. John Talbot Smith, of "The Military Academy at West Point," This paper was especially prepared as a reference, and in the simplest and clearest manner makes plain every step of the way from application to the completion of the course. — [59, 1545, 295, 1613]
column-divider — [301, 104, 302, 2263]
write-for: Write for prices to — [1134, 364, 1202, 374]
summary-row — [59, 231, 295, 243]
masthead-rule — [68, 94, 1565, 97]
article-paragraph: The first time Napper Tandy among the patriots of more than 100 years ago came into public prominence was when a member of Grattan's famous volunteers in 1780. Tandy was of good family, high education and comfortable fortune and was born in Dublin in 1740, says The Irish World. From an early period he took an active interest in every popular movement in the Irish capital and became prominent in the Dublin Volunteers. In 1780 he was dropped from the rolls of the Dublin Volunteers' association for certain patriotic expressions made in public and two years afterward was imprisoned by an order of the house of commons for breach of privilege in sending a challenge to the solicitor general. — [1046, 935, 1291, 1099]
summary-row — [59, 266, 295, 278]
article-paragraph: The longevity of the Irish race is illustrated by the fact that there were recently 578 known centenarians living in Ireland, while there were only 46 in Scotland and 146 in England. — [798, 746, 1034, 800]
situations-ad — [1300, 1884, 1572, 1941]
